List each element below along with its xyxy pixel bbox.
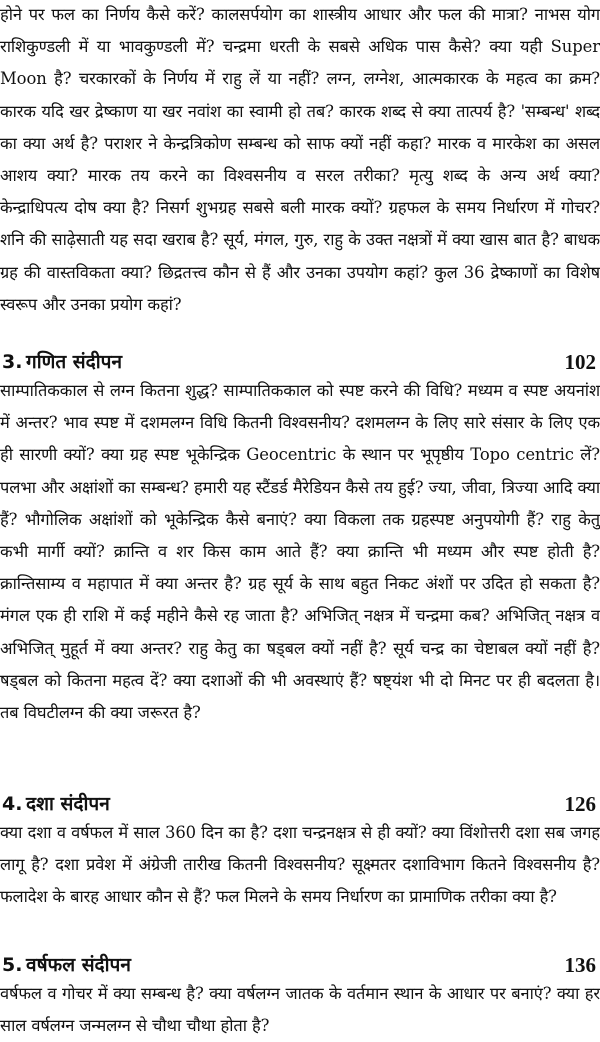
section-heading <box>0 347 600 377</box>
section-page-number: 126 <box>564 792 596 816</box>
section-paragraph: वर्षफल व गोचर में क्या सम्बन्ध है? क्या वर्षलग्न जातक के वर्तमान स्थान के आधार पर बनाएं? क्या हर साल वर्षलग्न जन्मलग्न से चौथा चौथा होता है? <box>0 984 600 1036</box>
section-heading <box>0 950 600 980</box>
section-page-number: 136 <box>564 953 596 977</box>
section-title: वर्षफल संदीपन <box>26 954 131 976</box>
section-paragraph: क्या दशा व वर्षफल में साल 360 दिन का है? दशा चन्द्रनक्षत्र से ही क्यों? क्या विंशोत्तरी दशा सब जगह लागू है? दशा प्रवेश में अंग्रेजी तारीख कितनी विश्वसनीय? सूक्ष्मतर दशाविभाग कितने विश्वसनीय है? फलादेश के बारह आधार कौन से हैं? फल मिलने के समय निर्धारण का प्रामाणिक तरीका क्या है? <box>0 823 600 907</box>
section-heading <box>0 789 600 819</box>
section-paragraph: साम्पातिककाल से लग्न कितना शुद्ध? साम्पातिककाल को स्पष्ट करने की विधि? मध्यम व स्पष्ट अयनांश में अन्तर? भाव स्पष्ट में दशमलग्न विधि कितनी विश्वसनीय? दशमलग्न के लिए सारे संसार के लिए एक ही सारणी क्यों? क्या ग्रह स्पष्ट भूकेन्द्रिक Geocentric के स्थान पर भूपृष्ठीय Topo centric लें? पलभा और अक्षांशों का सम्बन्ध? हमारी यह स्टैंडर्ड मैरेडियन कैसे तय हुई? ज्या, जीवा, त्रिज्या आदि क्या हैं? भौगोलिक अक्षांशों को भूकेन्द्रिक कैसे बनाएं? क्या विकला तक ग्रहस्पष्ट अनुपयोगी हैं? राहु केतु कभी मार्गी क्यों? क्रान्ति व शर किस काम आते हैं? क्या क्रान्ति भी मध्यम और स्पष्ट होती है? क्रान्तिसाम्य व महापात में क्या अन्तर है? ग्रह सूर्य के साथ बहुत निकट अंशों पर उदित हो सकता है? मंगल एक ही राशि में कई महीने कैसे रह जाता है? अभिजित् नक्षत्र में चन्द्रमा कब? अभिजित् नक्षत्र व अभिजित् मुहूर्त में क्या अन्तर? राहु केतु का षड्बल क्यों नहीं है? सूर्य चन्द्र का चेष्टाबल क्यों नहीं है? षड्बल को कितना महत्व दें? क्या दशाओं की भी अवस्थाएं हैं? षष्ट्यंश भी दो मिनट पर ही बदलता है। तब विघटीलग्न की क्या जरूरत है? <box>0 381 600 723</box>
section-number: 5. <box>2 954 23 976</box>
section-title: दशा संदीपन <box>26 793 110 815</box>
section-number: 4. <box>2 793 23 815</box>
section-page-number: 102 <box>564 350 596 374</box>
intro-paragraph: होने पर फल का निर्णय कैसे करें? कालसर्पयोग का शास्त्रीय आधार और फल की मात्रा? नाभस योग राशिकुण्डली में या भावकुण्डली में? चन्द्रमा धरती के सबसे अधिक पास कैसे? क्या यही Super Moon है? चरकारकों के निर्णय में राहु लें या नहीं? लग्न, लग्नेश, आत्मकारक के महत्व का क्रम? कारक यदि खर द्रेष्काण या खर नवांश का स्वामी हो तब? कारक शब्द से क्या तात्पर्य है? 'सम्बन्ध' शब्द का क्या अर्थ है? पराशर ने केन्द्रत्रिकोण सम्बन्ध को साफ क्यों नहीं कहा? मारक व मारकेश का असल आशय क्या? मारक तय करने का विश्वसनीय व सरल तरीका? मृत्यु शब्द के अन्य अर्थ क्या? केन्द्राधिपत्य दोष क्या है? निसर्ग शुभग्रह सबसे बली मारक क्यों? ग्रहफल के समय निर्धारण में गोचर? शनि की साढ़ेसाती यह सदा खराब है? सूर्य, मंगल, गुरु, राहु के उक्त नक्षत्रों में क्या खास बात है? बाधक ग्रह की वास्तविकता क्या? छिद्रतत्त्व कौन से हैं और उनका उपयोग कहां? कुल 36 द्रेष्काणों का विशेष स्वरूप और उनका प्रयोग कहां? <box>0 5 600 314</box>
section-number: 3. <box>2 351 23 373</box>
section-title: गणित संदीपन <box>26 351 122 373</box>
